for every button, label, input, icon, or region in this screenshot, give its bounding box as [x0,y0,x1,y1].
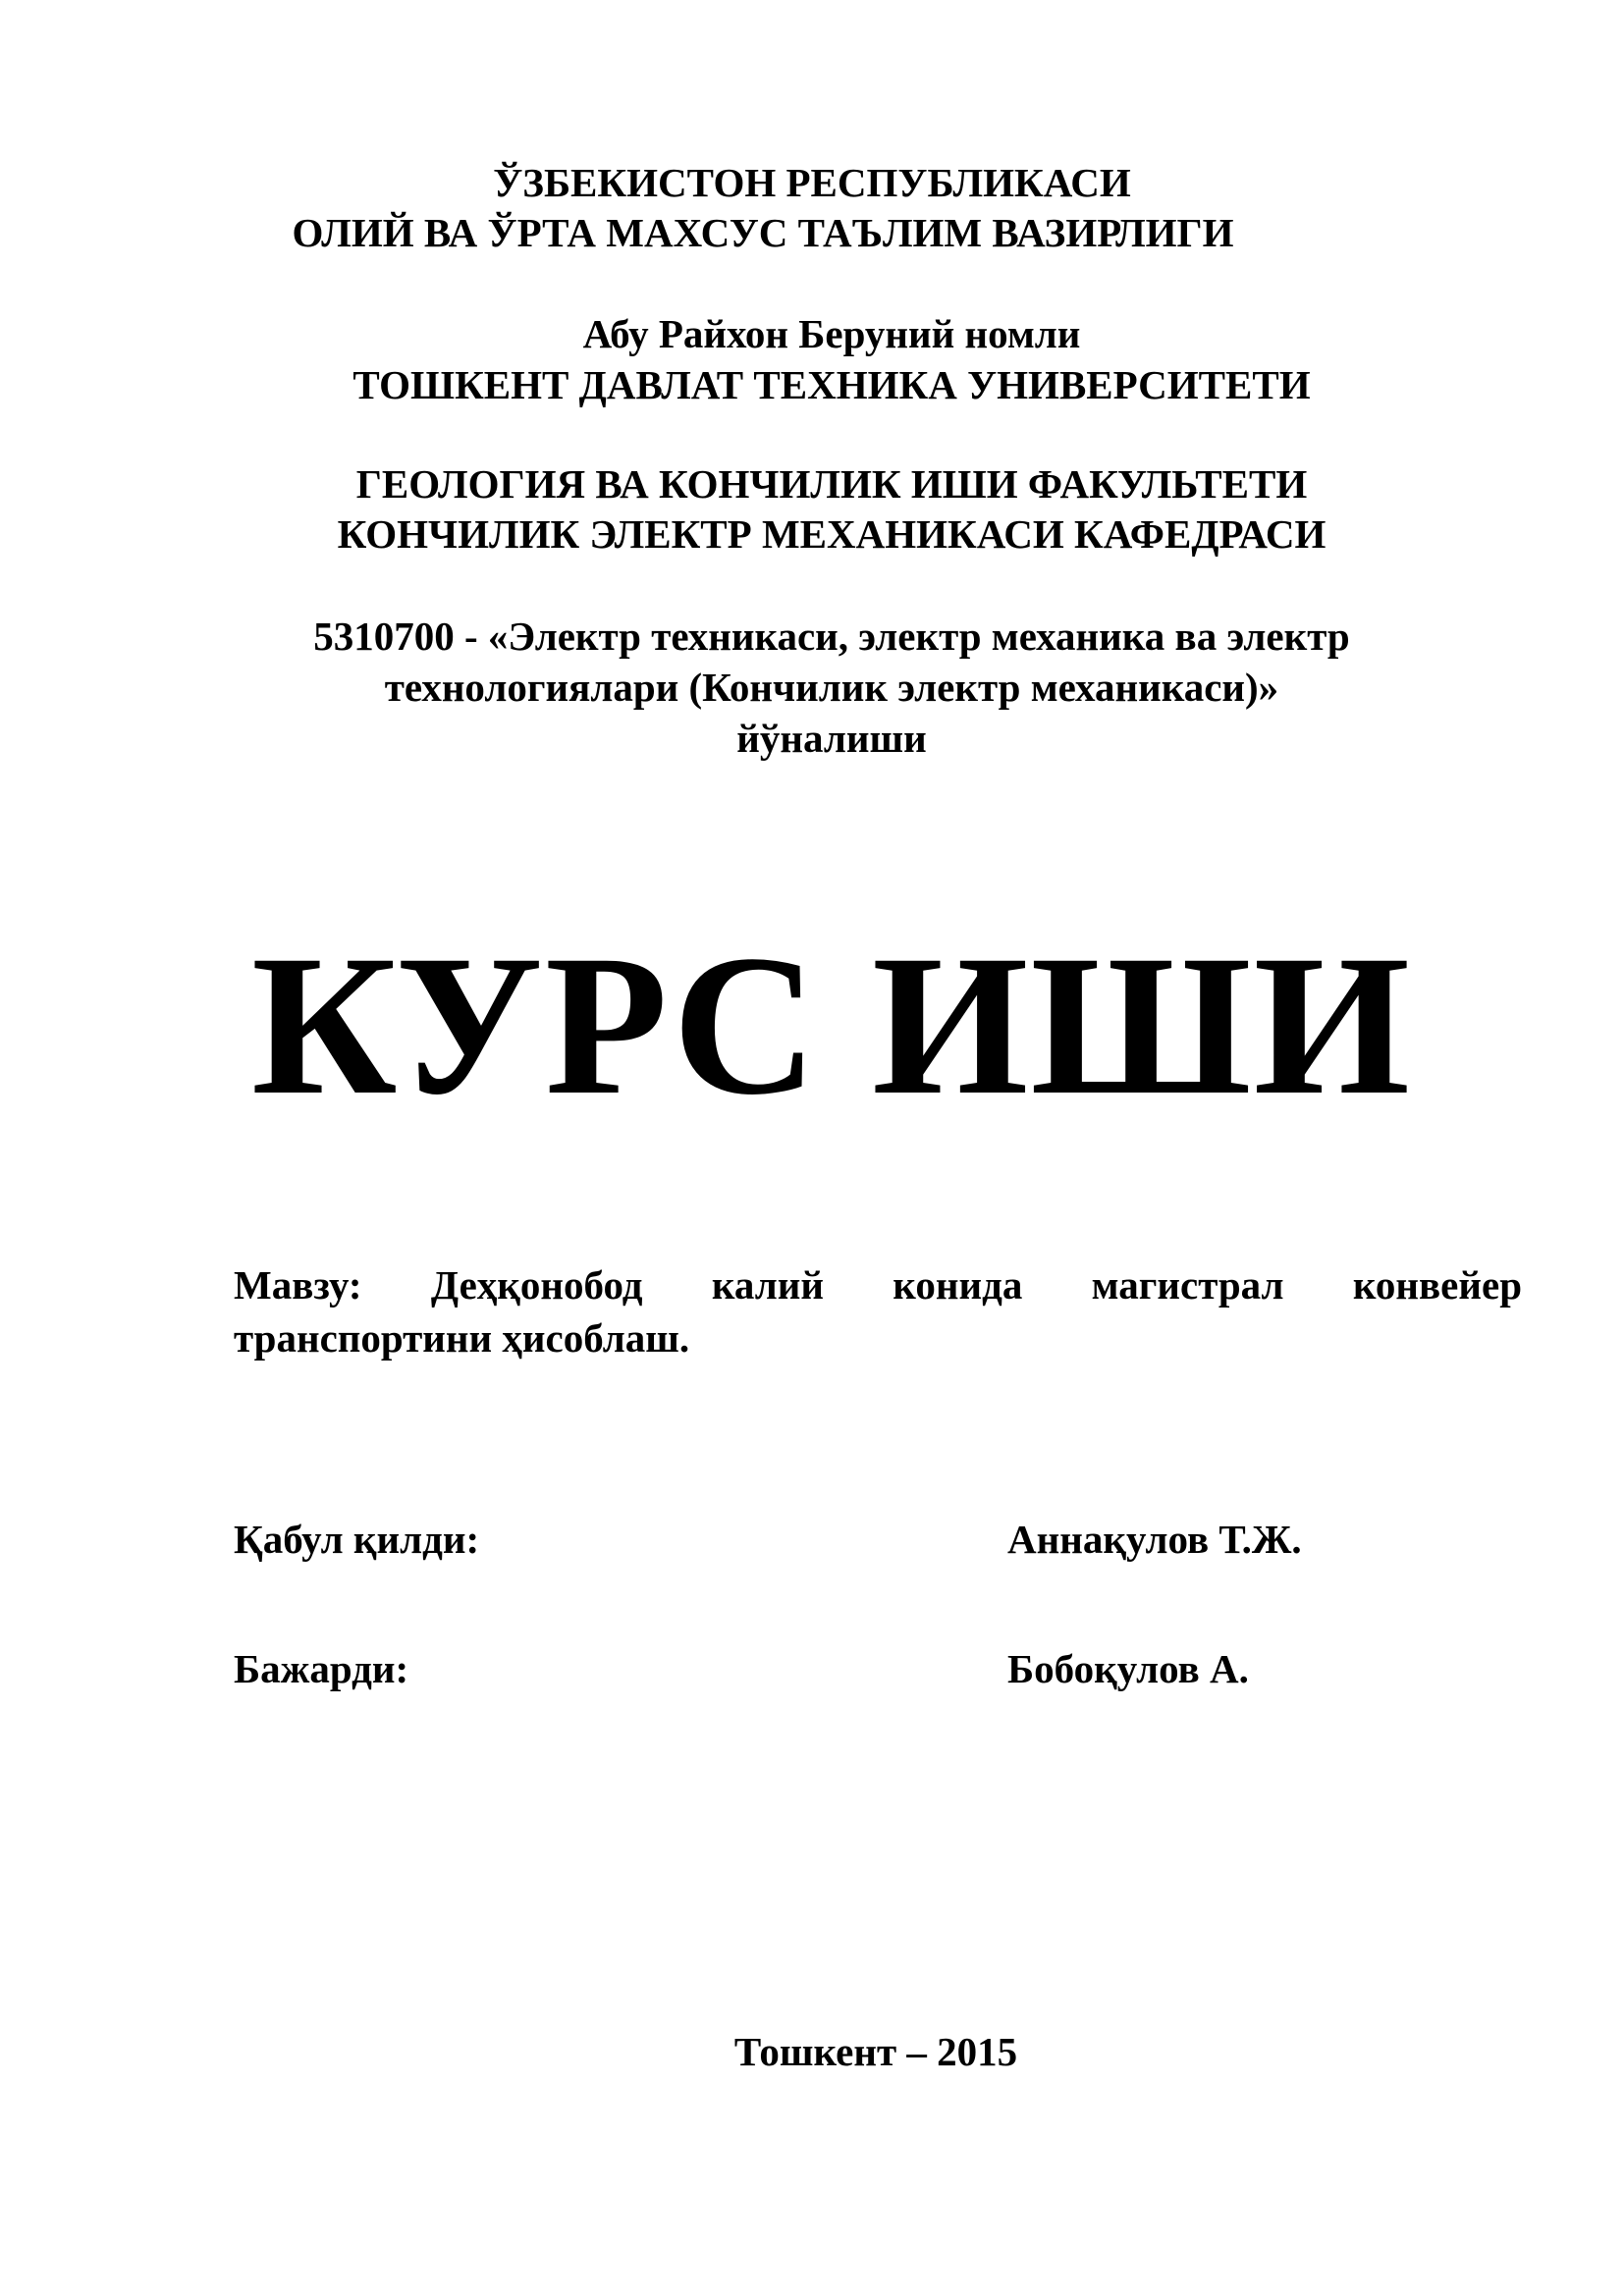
department-heading: КОНЧИЛИК ЭЛЕКТР МЕХАНИКАСИ КАФЕДРАСИ [337,511,1326,557]
faculty-heading: ГЕОЛОГИЯ ВА КОНЧИЛИК ИШИ ФАКУЛЬТЕТИ [355,461,1308,507]
specialty-line-3: йўналиши [736,716,927,761]
done-label: Бажарди: [234,1646,409,1691]
university-heading: ТОШКЕНТ ДАВЛАТ ТЕХНИКА УНИВЕРСИТЕТИ [352,362,1311,407]
specialty-line-1: 5310700 - «Электр техникаси, электр механика ва электр [313,614,1350,659]
accepted-label: Қабул қилди: [234,1517,480,1562]
ministry-heading: ОЛИЙ ВА ЎРТА МАХСУС ТАЪЛИМ ВАЗИРЛИГИ [292,210,1234,255]
done-name: Бобоқулов А. [1007,1646,1249,1691]
specialty-line-2: технологиялари (Кончилик электр механикаси)» [384,665,1279,710]
accepted-name: Аннақулов Т.Ж. [1007,1517,1302,1562]
topic-line-2: транспортини ҳисоблаш. [234,1315,690,1361]
topic-block [234,1258,1522,1364]
university-named-line: Абу Райхон Беруний номли [582,311,1081,356]
topic-line-1: Мавзу: Деҳқонобод калий конида магистрал конвейер [234,1262,1522,1308]
document-title: КУРС ИШИ [250,914,1413,1137]
city-year: Тошкент – 2015 [733,2029,1018,2074]
republic-heading: ЎЗБЕКИСТОН РЕСПУБЛИКАСИ [493,160,1131,205]
